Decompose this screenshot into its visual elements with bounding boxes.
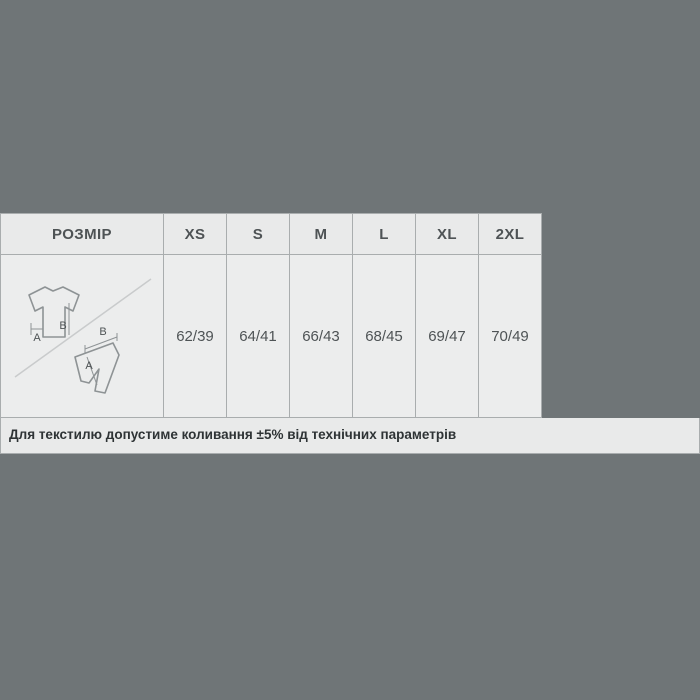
size-table-body (1, 255, 542, 418)
cell-measurement-xl: 69/47 (416, 255, 479, 418)
size-chart (0, 213, 700, 454)
cell-measurement-m: 66/43 (290, 255, 353, 418)
size-table (0, 213, 542, 418)
garment-diagram-icon (1, 257, 159, 415)
cell-measurement-2xl: 70/49 (479, 255, 542, 418)
header-size-s: S (227, 214, 290, 255)
cell-measurement-xs: 62/39 (164, 255, 227, 418)
size-table-header (1, 214, 542, 255)
header-size-2xl: 2XL (479, 214, 542, 255)
cell-measurement-l: 68/45 (353, 255, 416, 418)
pants-marker-a: A (85, 360, 93, 372)
size-table-wrapper (0, 213, 700, 418)
header-size-l: L (353, 214, 416, 255)
shirt-marker-a: A (33, 332, 41, 344)
tolerance-note: Для текстилю допустиме коливання ±5% від технічних параметрів (0, 418, 700, 454)
header-size-m: M (290, 214, 353, 255)
shirt-marker-b: B (59, 320, 67, 332)
cell-measurement-s: 64/41 (227, 255, 290, 418)
header-size-xl: XL (416, 214, 479, 255)
table-header-row (1, 214, 542, 255)
table-row (1, 255, 542, 418)
header-size-xs: XS (164, 214, 227, 255)
pants-marker-b: B (99, 326, 107, 338)
header-size-label: РОЗМІР (1, 214, 164, 255)
garment-diagram-cell (1, 255, 164, 418)
